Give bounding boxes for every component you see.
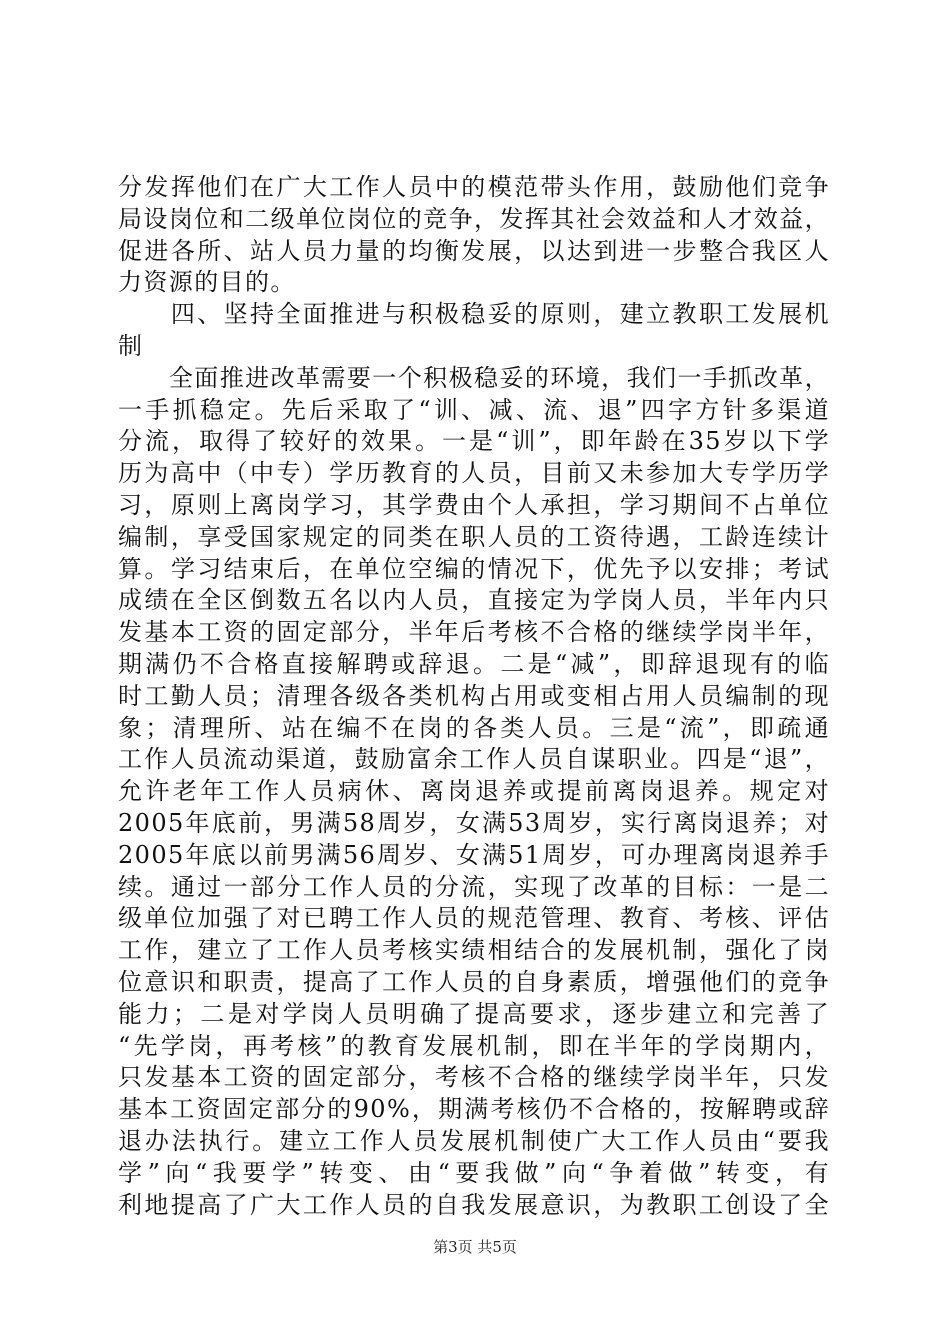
- text-line: 期满仍不合格直接解聘或辞退。二是“减”，即辞退现有的临: [118, 649, 830, 678]
- text-line: 学”向“我要学”转变、由“要我做”向“争着做”转变，有: [118, 1158, 830, 1187]
- text-line: 利地提高了广大工作人员的自我发展意识，为教职工创设了全: [118, 1190, 830, 1219]
- section-heading-line: 制: [118, 331, 144, 360]
- text-line: 2005年底以前男满56周岁、女满51周岁，可办理离岗退养手: [118, 840, 830, 869]
- text-line: 工作，建立了工作人员考核实绩相结合的发展机制，强化了岗: [118, 936, 830, 965]
- text-line: 全面推进改革需要一个积极稳妥的环境，我们一手抓改革，: [118, 363, 830, 392]
- text-line: 编制，享受国家规定的同类在职人员的工资待遇，工龄连续计: [118, 522, 830, 551]
- text-line: 成绩在全区倒数五名以内人员，直接定为学岗人员，半年内只: [118, 586, 830, 615]
- text-line: 2005年底前，男满58周岁，女满53周岁，实行离岗退养；对: [118, 808, 830, 837]
- text-line: 局设岗位和二级单位岗位的竞争，发挥其社会效益和人才效益，: [118, 204, 830, 233]
- text-line: 级单位加强了对已聘工作人员的规范管理、教育、考核、评估: [118, 904, 830, 933]
- text-line: 工作人员流动渠道，鼓励富余工作人员自谋职业。四是“退”，: [118, 745, 830, 774]
- text-line: 分流，取得了较好的效果。一是“训”，即年龄在35岁以下学: [118, 427, 830, 456]
- text-line: 力资源的目的。: [118, 268, 296, 297]
- text-line: “先学岗，再考核”的教育发展机制，即在半年的学岗期内，: [118, 1031, 830, 1060]
- text-line: 分发挥他们在广大工作人员中的模范带头作用，鼓励他们竞争: [118, 173, 830, 201]
- text-line: 算。学习结束后，在单位空编的情况下，优先予以安排；考试: [118, 554, 830, 583]
- text-line: 只发基本工资的固定部分，考核不合格的继续学岗半年，只发: [118, 1063, 830, 1092]
- text-line: 退办法执行。建立工作人员发展机制使广大工作人员由“要我: [118, 1126, 830, 1155]
- text-line: 允许老年工作人员病休、离岗退养或提前离岗退养。规定对: [118, 777, 830, 806]
- text-line: 发基本工资的固定部分，半年后考核不合格的继续学岗半年，: [118, 618, 830, 647]
- text-line: 续。通过一部分工作人员的分流，实现了改革的目标：一是二: [118, 872, 830, 901]
- text-line: 象；清理所、站在编不在岗的各类人员。三是“流”，即疏通: [118, 713, 830, 742]
- text-line: 基本工资固定部分的90%，期满考核仍不合格的，按解聘或辞: [118, 1095, 830, 1124]
- text-line: 位意识和职责，提高了工作人员的自身素质，增强他们的竞争: [118, 967, 830, 996]
- text-line: 历为高中（中专）学历教育的人员，目前又未参加大专学历学: [118, 459, 830, 488]
- text-line: 能力；二是对学岗人员明确了提高要求，逐步建立和完善了: [118, 999, 830, 1028]
- text-line: 时工勤人员；清理各级各类机构占用或变相占用人员编制的现: [118, 681, 830, 710]
- section-heading-line: 四、坚持全面推进与积极稳妥的原则，建立教职工发展机: [118, 300, 830, 329]
- text-line: 促进各所、站人员力量的均衡发展，以达到进一步整合我区人: [118, 236, 830, 265]
- page-number-footer: 第3页 共5页: [433, 1238, 517, 1256]
- text-line: 习，原则上离岗学习，其学费由个人承担，学习期间不占单位: [118, 490, 830, 519]
- body-text: [118, 172, 830, 1221]
- text-line: 一手抓稳定。先后采取了“训、减、流、退”四字方针多渠道: [118, 395, 830, 424]
